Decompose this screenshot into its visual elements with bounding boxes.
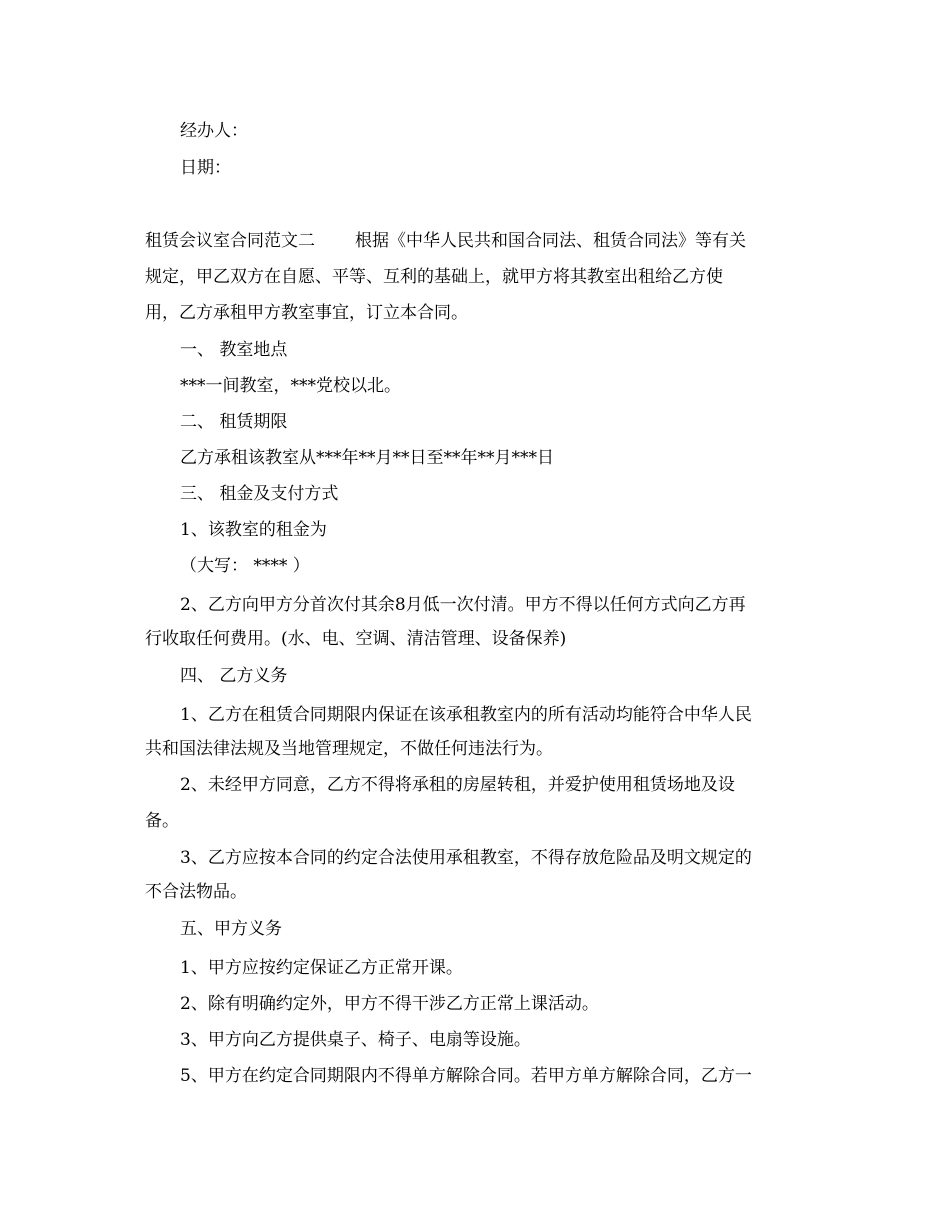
section-3-item-1-amount: （大写： **** ） xyxy=(180,556,310,576)
section-4-item-1-line-1: 1、乙方在租赁合同期限内保证在该承租教室内的所有活动均能符合中华人民 xyxy=(180,705,752,725)
section-2-body: 乙方承租该教室从***年**月**日至**年**月***日 xyxy=(180,448,554,468)
section-5-item-3: 3、甲方向乙方提供桌子、椅子、电扇等设施。 xyxy=(180,1030,531,1050)
date-label: 日期： xyxy=(180,158,231,178)
section-1-heading: 一、 教室地点 xyxy=(180,340,288,360)
section-4-heading: 四、 乙方义务 xyxy=(180,666,288,686)
section-1-body: ***一间教室，***党校以北。 xyxy=(180,376,401,396)
section-2-heading: 二、 租赁期限 xyxy=(180,412,288,432)
section-5-item-1: 1、甲方应按约定保证乙方正常开课。 xyxy=(180,958,463,978)
section-4-item-3-line-1: 3、乙方应按本合同的约定合法使用承租教室，不得存放危险品及明文规定的 xyxy=(180,848,752,868)
document-title: 租赁会议室合同范文二 xyxy=(145,231,315,251)
section-5-item-2: 2、除有明确约定外，甲方不得干涉乙方正常上课活动。 xyxy=(180,994,599,1014)
section-3-item-2-line-2: 行收取任何费用。(水、电、空调、清洁管理、设备保养) xyxy=(145,629,567,649)
section-3-item-2-line-1: 2、乙方向甲方分首次付其余8月低一次付清。甲方不得以任何方式向乙方再 xyxy=(180,595,746,615)
section-4-item-3-line-2: 不合法物品。 xyxy=(145,882,247,902)
intro-line-2: 规定，甲乙双方在自愿、平等、互利的基础上，就甲方将其教室出租给乙方使 xyxy=(145,267,723,287)
section-4-item-2-line-2: 备。 xyxy=(145,811,179,831)
section-5-item-5: 5、甲方在约定合同期限内不得单方解除合同。若甲方单方解除合同，乙方一 xyxy=(180,1066,752,1086)
section-4-item-1-line-2: 共和国法律法规及当地管理规定，不做任何违法行为。 xyxy=(145,739,553,759)
intro-text-1: 根据《中华人民共和国合同法、租赁合同法》等有关 xyxy=(355,231,746,251)
section-3-item-1: 1、该教室的租金为 xyxy=(180,520,327,540)
section-3-heading: 三、 租金及支付方式 xyxy=(180,484,339,504)
signer-label: 经办人： xyxy=(180,121,248,141)
section-5-heading: 五、甲方义务 xyxy=(180,919,282,939)
intro-line-1 xyxy=(145,229,825,253)
intro-line-3: 用，乙方承租甲方教室事宜，订立本合同。 xyxy=(145,303,468,323)
section-4-item-2-line-1: 2、未经甲方同意，乙方不得将承租的房屋转租，并爱护使用租赁场地及设 xyxy=(180,775,735,795)
